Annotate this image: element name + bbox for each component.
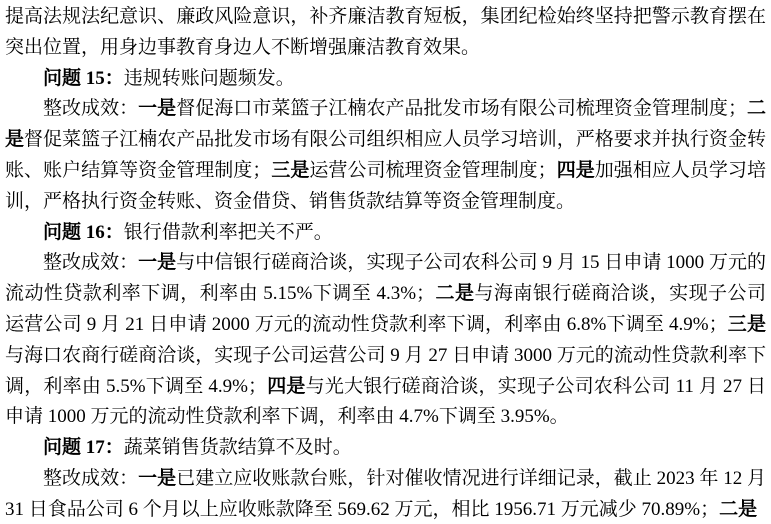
text-run: 蔬菜销售货款结算不及时。 — [123, 437, 352, 459]
text-run: 已建立应收账款台账，针对催收情况进行详细记录，截止 2023 年 12 月 31 日食品公司 6 个月以上应收账款降至 569.62 万元，相比 1956.71 万元减少 70.89%； — [5, 467, 766, 520]
bold-run: 四是 — [266, 375, 306, 397]
paragraph-1 — [5, 2, 766, 64]
paragraph-7 — [5, 464, 766, 524]
bold-run: 三是 — [271, 159, 310, 181]
text-run: 督促菜篮子江楠农产品批发市场有限公司组织相应人员学习培训，严格要求并执行资金转账、账户结算等资金管理制度； — [5, 129, 766, 181]
bold-run: 一是 — [138, 252, 177, 274]
paragraph-4 — [5, 218, 766, 249]
text-run: 与中信银行磋商洽谈，实现子公司农科公司 9 月 15 日申请 1000 万元的流动性贷款利率下调，利率由 5.15%下调至 4.3%； — [5, 252, 766, 305]
text-run: 整改成效： — [43, 467, 139, 489]
bold-run: 二是 — [5, 98, 766, 151]
text-run: 违规转账问题频发。 — [123, 67, 295, 89]
text-run: 整改成效： — [43, 98, 139, 120]
bold-run: 一是 — [138, 467, 177, 489]
text-run: 加强相应人员学习培训，严格执行资金转账、资金借贷、销售货款结算等资金管理制度。 — [5, 159, 766, 212]
bold-run: 二是 — [435, 283, 475, 305]
text-run: 整改成效： — [43, 252, 139, 274]
bold-run: 问题 16： — [43, 221, 124, 243]
bold-run: 一是 — [138, 98, 177, 120]
text-run: 与海南银行磋商洽谈，实现子公司运营公司 9 月 21 日申请 2000 万元的流动性贷款利率下调，利率由 6.8%下调至 4.9%； — [5, 283, 766, 335]
text-run: 银行借款利率把关不严。 — [123, 221, 333, 243]
document-body — [5, 2, 766, 524]
bold-run: 二是 — [719, 498, 758, 520]
paragraph-2 — [5, 64, 766, 95]
text-run: 与海口农商行磋商洽谈，实现子公司运营公司 9 月 27 日申请 3000 万元的流动性贷款利率下调，利率由 5.5%下调至 4.9%； — [5, 344, 766, 397]
bold-run: 四是 — [556, 159, 595, 181]
text-run: 督促海口市菜篮子江楠农产品批发市场有限公司梳理资金管理制度； — [176, 98, 747, 120]
bold-run: 问题 15： — [43, 67, 124, 89]
bold-run: 三是 — [727, 313, 766, 335]
paragraph-3 — [5, 94, 766, 217]
text-run: 提高法规法纪意识、廉政风险意识，补齐廉洁教育短板，集团纪检始终坚持把警示教育摆在突出位置，用身边事教育身边人不断增强廉洁教育效果。 — [5, 6, 766, 58]
paragraph-6 — [5, 433, 766, 464]
text-run: 运营公司梳理资金管理制度； — [309, 159, 557, 181]
paragraph-5 — [5, 248, 766, 433]
bold-run: 问题 17： — [43, 437, 124, 459]
text-run: 与光大银行磋商洽谈，实现子公司农科公司 11 月 27 日申请 1000 万元的流动性贷款利率下调，利率由 4.7%下调至 3.95%。 — [5, 375, 766, 428]
